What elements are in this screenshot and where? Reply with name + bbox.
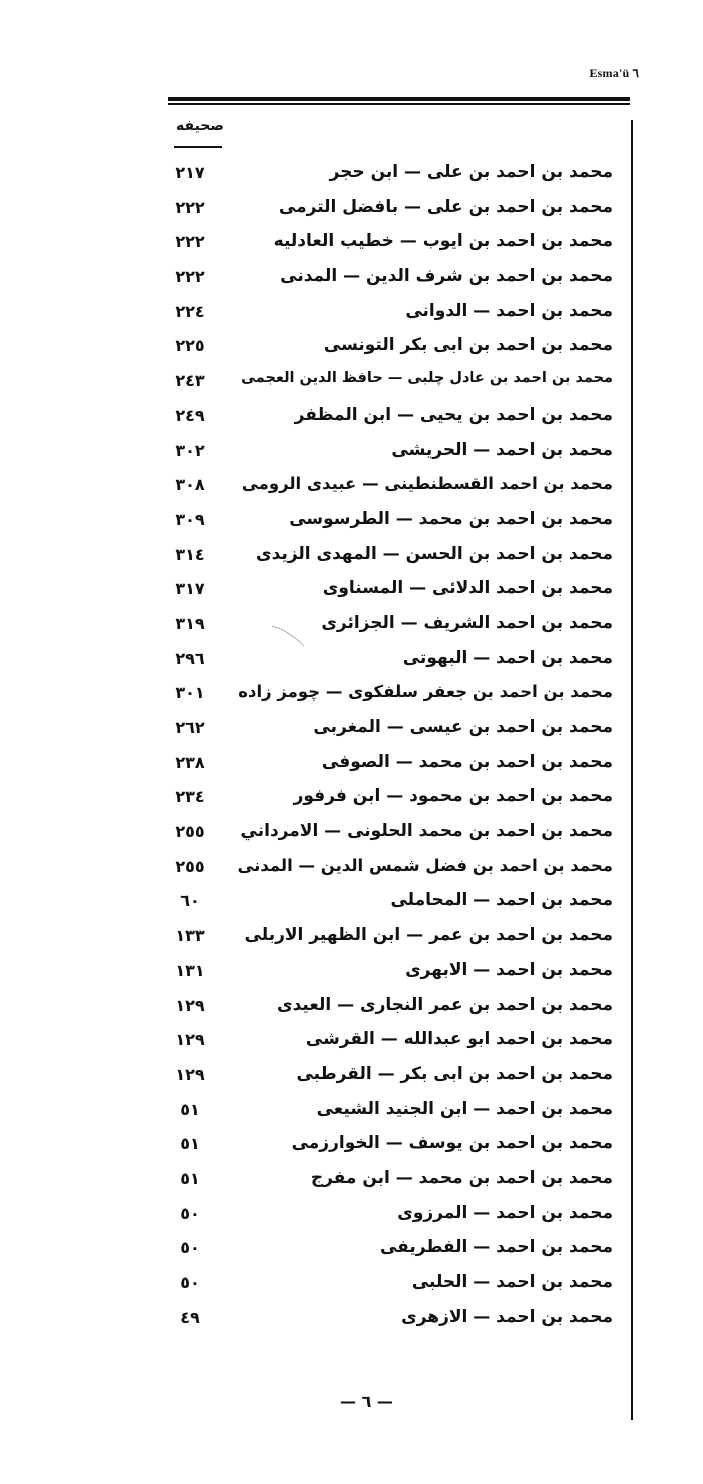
index-entry — [160, 643, 623, 678]
index-entry — [160, 504, 623, 539]
index-entry — [160, 157, 623, 192]
entry-name: محمد بن احمد — المحاملی — [390, 890, 613, 911]
entry-page-number: ٢٣٤ — [175, 787, 205, 807]
entry-name: محمد بن احمد بن جعفر سلفكوی — چومز زاده — [238, 682, 613, 702]
entry-page-number: ٢١٧ — [175, 163, 205, 182]
index-entry — [160, 1267, 623, 1302]
index-entry — [160, 192, 623, 227]
index-entry — [160, 400, 623, 435]
entry-page-number: ٢٤٣ — [175, 371, 205, 391]
entry-name: محمد بن احمد — الدوانی — [405, 300, 613, 321]
entry-page-number: ٢٣٨ — [175, 752, 205, 772]
index-entry — [160, 330, 623, 365]
entry-page-number: ١٣٣ — [175, 926, 205, 946]
entry-page-number: ٢٩٦ — [175, 648, 205, 668]
entry-name: محمد بن احمد بن ايوب — خطيب العادليه — [273, 231, 613, 252]
entry-name: محمد بن احمد — البهوتی — [402, 647, 613, 668]
index-entry — [160, 608, 623, 643]
index-entry — [160, 226, 623, 261]
index-entry — [160, 539, 623, 574]
index-entry — [160, 712, 623, 747]
entry-page-number: ٥١ — [180, 1099, 200, 1119]
entry-page-number: ٥١ — [180, 1168, 200, 1188]
entry-page-number: ١٣١ — [175, 960, 205, 980]
header-rule-bottom — [168, 103, 630, 105]
entry-name: محمد بن احمد بن محمود — ابن فرفور — [293, 786, 613, 807]
index-entry — [160, 781, 623, 816]
entry-name: محمد بن احمد بن محمد — ابن مفرج — [310, 1167, 613, 1188]
index-entry — [160, 677, 623, 712]
entry-name: محمد بن احمد ابو عبدالله — القرشی — [305, 1029, 613, 1050]
entry-name: محمد بن احمد القسطنطينی — عبيدی الرومی — [241, 474, 613, 494]
entry-page-number: ٢٤٩ — [175, 405, 205, 425]
entry-name: محمد بن احمد بن ابی بكر التونسی — [323, 335, 613, 356]
entry-name: محمد بن احمد بن فضل شمس الدين — المدنی — [237, 855, 613, 875]
page-column-header: صحيفه — [176, 118, 224, 134]
index-entry — [160, 1163, 623, 1198]
entry-page-number: ٣١٧ — [175, 579, 205, 599]
index-entry — [160, 955, 623, 990]
index-entry — [160, 1059, 623, 1094]
entry-name: محمد بن احمد بن علی — بافضل الترمی — [278, 196, 613, 217]
index-entry — [160, 1198, 623, 1233]
entry-page-number: ١٢٩ — [175, 1064, 205, 1084]
entry-name: محمد بن احمد بن محمد — الطرسوسی — [289, 508, 613, 529]
entry-name: محمد بن احمد بن محمد الحلونی — الامرداني — [240, 821, 613, 842]
entry-name: محمد بن احمد — ابن الجنيد الشيعی — [316, 1098, 613, 1119]
entry-page-number: ٥١ — [180, 1134, 200, 1154]
entry-page-number: ٣٠١ — [175, 683, 205, 703]
index-entry — [160, 851, 623, 886]
index-entry — [160, 1024, 623, 1059]
column-divider-line — [631, 120, 633, 1420]
entry-name: محمد بن احمد بن محمد — الصوفی — [321, 751, 613, 772]
page-column-header-underline — [174, 146, 222, 148]
entry-page-number: ٣٠٩ — [175, 509, 205, 529]
entry-page-number: ٣٠٢ — [175, 440, 205, 460]
index-entry — [160, 296, 623, 331]
index-entry — [160, 990, 623, 1025]
entry-name: محمد بن احمد بن عمر النجاری — العيدی — [277, 994, 613, 1015]
entry-page-number: ٢٢٢ — [175, 232, 205, 252]
entry-name: محمد بن احمد — الازهری — [401, 1306, 613, 1327]
index-entry — [160, 1094, 623, 1129]
entry-page-number: ٢٢٤ — [175, 301, 205, 321]
entry-name: محمد بن احمد بن علی — ابن حجر — [329, 162, 613, 182]
entry-name: محمد بن احمد الشريف — الجزائری — [321, 612, 613, 633]
entry-page-number: ٢٦٢ — [175, 718, 205, 737]
entry-page-number: ٤٩ — [180, 1307, 200, 1327]
entry-page-number: ٥٠ — [180, 1273, 200, 1292]
index-entry — [160, 920, 623, 955]
entry-page-number: ٢٥٥ — [175, 822, 205, 842]
index-entry — [160, 261, 623, 296]
entry-name: محمد بن احمد بن شرف الدين — المدنی — [280, 266, 613, 287]
entry-page-number: ١٢٩ — [175, 1030, 205, 1050]
index-entry — [160, 747, 623, 782]
index-entry — [160, 469, 623, 504]
index-entry — [160, 816, 623, 851]
index-entry — [160, 885, 623, 920]
entry-page-number: ٥٠ — [180, 1203, 200, 1223]
entry-name: محمد بن احمد بن يحيی — ابن المظفر — [294, 404, 613, 425]
entry-name: محمد بن احمد بن يوسف — الخوارزمی — [291, 1133, 613, 1154]
index-entry — [160, 1128, 623, 1163]
entry-name: محمد بن احمد بن ابی بكر — القرطبی — [296, 1063, 613, 1084]
entry-page-number: ٢٢٢ — [175, 197, 205, 217]
entry-page-number: ٢٥٥ — [175, 856, 205, 876]
entry-page-number: ٥٠ — [180, 1238, 200, 1258]
index-entry — [160, 365, 623, 400]
entry-page-number: ١٢٩ — [175, 995, 205, 1015]
index-entry — [160, 1302, 623, 1337]
entry-name: محمد بن احمد بن الحسن — المهدی الزيدی — [256, 543, 613, 564]
entry-name: محمد بن احمد — الابهری — [405, 959, 613, 980]
header-rule-top — [168, 97, 630, 101]
entry-name: محمد بن احمد الدلائی — المسناوی — [322, 578, 613, 599]
index-entry — [160, 435, 623, 470]
page-number-footer: — ٦ — — [340, 1392, 393, 1411]
entry-page-number: ٦٠ — [180, 891, 200, 911]
entry-name: محمد بن احمد — الفطريفی — [379, 1237, 613, 1258]
entry-page-number: ٢٢٢ — [175, 267, 205, 287]
running-header: Esma'ü ٦ — [589, 66, 639, 80]
entry-name: محمد بن احمد — الحريشی — [391, 439, 613, 460]
index-entry-list — [160, 157, 623, 1336]
entry-page-number: ٣٠٨ — [175, 475, 205, 495]
index-entry — [160, 573, 623, 608]
entry-name: محمد بن احمد بن عمر — ابن الظهير الاربلی — [244, 925, 613, 946]
entry-page-number: ٢٢٥ — [175, 336, 205, 356]
entry-name: محمد بن احمد بن عادل چلبی — حافظ الدين العجمی — [241, 370, 613, 387]
entry-name: محمد بن احمد — الحلبی — [411, 1272, 613, 1292]
entry-name: محمد بن احمد — المرزوی — [397, 1202, 613, 1223]
entry-page-number: ٣١٤ — [175, 544, 205, 564]
entry-page-number: ٣١٩ — [175, 613, 205, 633]
entry-name: محمد بن احمد بن عيسی — المغربی — [313, 717, 613, 737]
index-entry — [160, 1232, 623, 1267]
